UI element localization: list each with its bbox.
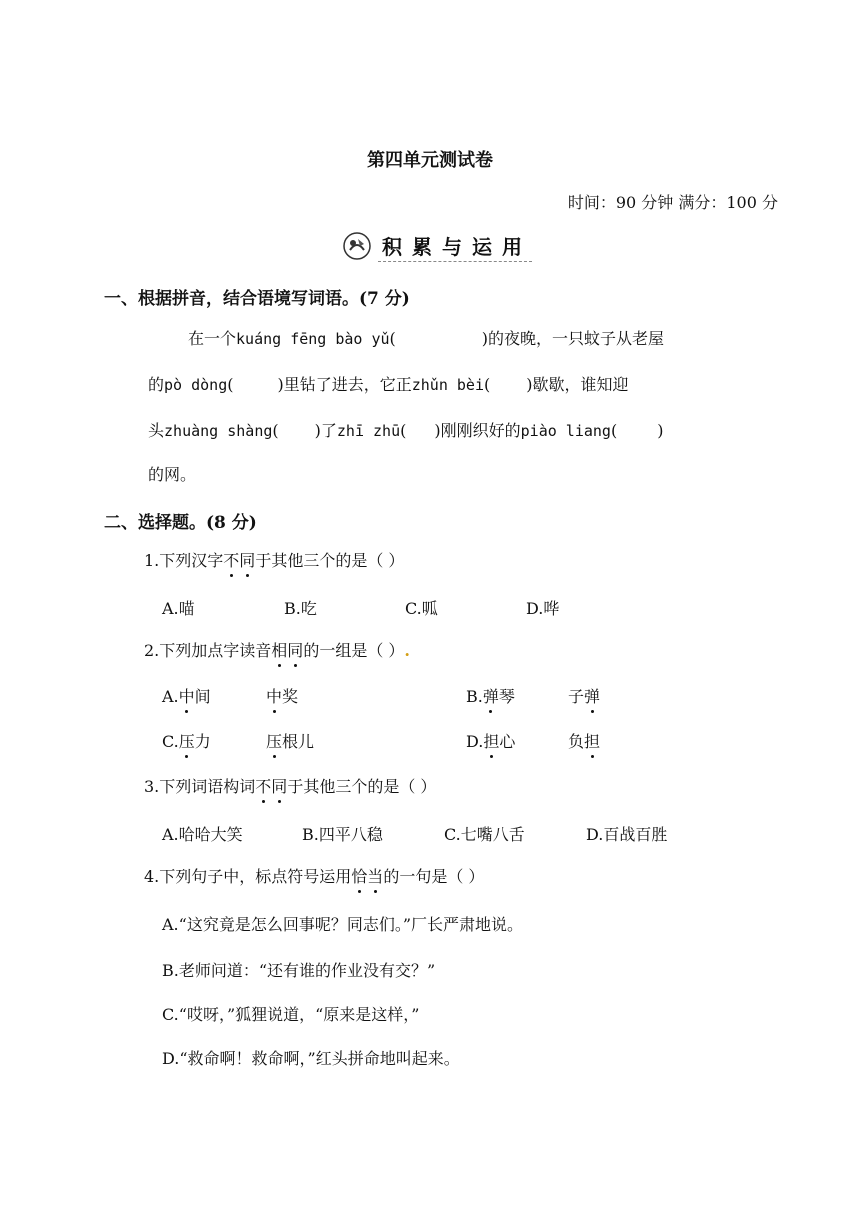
- dotted-char: 中: [266, 684, 282, 707]
- option-c[interactable]: C.七嘴八舌: [444, 825, 525, 844]
- text: 的一组是（ ）: [303, 641, 405, 660]
- text: 负: [568, 732, 585, 751]
- exam-meta: 时间：90 分钟 满分：100 分: [567, 193, 778, 212]
- text: A.: [162, 687, 179, 706]
- paren: ): [526, 375, 533, 394]
- dotted-char: 不: [223, 548, 239, 571]
- paren: (: [484, 375, 491, 394]
- text: 在一个: [188, 329, 237, 348]
- pinyin: zhī zhū: [336, 422, 401, 440]
- text: 头: [148, 421, 165, 440]
- text: 心: [499, 732, 516, 751]
- option-a[interactable]: [162, 684, 211, 707]
- dotted-char: 弹: [483, 684, 499, 707]
- text: 2.下列加点字读音: [144, 641, 272, 660]
- option-a[interactable]: A.“这究竟是怎么回事呢？同志们。”厂长严肃地说。: [162, 915, 524, 934]
- q1-heading: 一、根据拼音，结合语境写词语。(7 分): [104, 289, 410, 309]
- dotted-char: 弹: [584, 684, 600, 707]
- paren: (: [400, 421, 407, 440]
- option-c[interactable]: C.呱: [405, 599, 438, 618]
- paren: (: [227, 375, 234, 394]
- text: 琴: [498, 687, 515, 706]
- text: 间: [194, 687, 211, 706]
- text: 4.下列句子中，标点符号运用: [144, 867, 352, 886]
- pinyin: kuáng fēng bào yǔ: [236, 330, 390, 348]
- text: 歇歇，谁知迎: [532, 375, 629, 394]
- text: 力: [194, 732, 211, 751]
- text: 的夜晚，一只蚊子从老屋: [488, 329, 665, 348]
- paren: ): [481, 329, 489, 348]
- text: 刚刚织好的: [440, 421, 521, 440]
- q2-item-3-stem: [144, 774, 436, 797]
- option-a-word-2: [266, 684, 298, 707]
- option-b-word-2: [568, 684, 600, 707]
- dotted-char: 压: [266, 729, 282, 752]
- text: 3.下列词语构词: [144, 777, 256, 796]
- paren: (: [272, 421, 279, 440]
- text: 了: [320, 421, 337, 440]
- pinyin: piào liang: [520, 422, 611, 440]
- dotted-char: 相: [271, 638, 287, 661]
- pinyin: zhǔn bèi: [411, 376, 484, 394]
- q1-line-3: [148, 418, 663, 441]
- banner-underline: [378, 261, 532, 262]
- option-b[interactable]: B.吃: [284, 599, 317, 618]
- pinyin: zhuàng shàng: [164, 422, 273, 440]
- option-d[interactable]: [466, 729, 515, 752]
- dotted-char: 同: [271, 774, 287, 797]
- q1-line-1: [188, 326, 664, 349]
- text: C.: [162, 732, 179, 751]
- pinyin: pò dòng: [164, 376, 228, 394]
- option-a[interactable]: A.哈哈大笑: [162, 825, 243, 844]
- book-emblem-icon: [342, 231, 372, 261]
- option-d[interactable]: D.“救命啊！救命啊，”红头拼命地叫起来。: [162, 1049, 460, 1068]
- text: 子: [568, 687, 585, 706]
- text: 里钻了进去，它正: [283, 375, 412, 394]
- option-c-word-2: [266, 729, 314, 752]
- text: 的: [148, 375, 165, 394]
- stray-mark: .: [404, 641, 410, 660]
- dotted-char: 恰: [351, 864, 367, 887]
- dotted-char: 中: [179, 684, 195, 707]
- text: D.: [466, 732, 484, 751]
- paren: ): [434, 421, 441, 440]
- q2-heading: 二、选择题。(8 分): [104, 513, 257, 533]
- option-b[interactable]: B.四平八稳: [302, 825, 383, 844]
- paren: (: [389, 329, 396, 348]
- option-d[interactable]: D.百战百胜: [586, 825, 668, 844]
- option-c[interactable]: C.“哎呀，”狐狸说道，“原来是这样，”: [162, 1005, 420, 1024]
- paren: (: [610, 421, 618, 440]
- option-d[interactable]: D.哗: [526, 599, 560, 618]
- text: B.: [466, 687, 483, 706]
- paren: ): [657, 421, 664, 440]
- dotted-char: 不: [255, 774, 271, 797]
- dotted-char: 当: [367, 864, 383, 887]
- q2-item-4-stem: [144, 864, 484, 887]
- q1-line-2: [148, 372, 629, 395]
- option-a[interactable]: A.喵: [162, 599, 195, 618]
- text: 1.下列汉字: [144, 551, 224, 570]
- section-banner-label: 积累与运用: [382, 235, 532, 259]
- option-b[interactable]: [466, 684, 515, 707]
- dotted-char: 担: [584, 729, 600, 752]
- text: 于其他三个的是（ ）: [255, 551, 405, 570]
- option-d-word-2: [568, 729, 600, 752]
- dotted-char: 担: [483, 729, 499, 752]
- section-banner: [342, 229, 532, 265]
- dotted-char: 同: [287, 638, 303, 661]
- text: 根儿: [282, 732, 315, 751]
- text: 的一句是（ ）: [383, 867, 485, 886]
- q2-item-1-stem: [144, 548, 404, 571]
- option-c[interactable]: [162, 729, 211, 752]
- option-b[interactable]: B.老师问道：“还有谁的作业没有交？”: [162, 961, 436, 980]
- dotted-char: 压: [179, 729, 195, 752]
- page-title: 第四单元测试卷: [367, 150, 493, 171]
- dotted-char: 同: [239, 548, 255, 571]
- q2-item-2-stem: [144, 638, 410, 661]
- paren: ): [314, 421, 321, 440]
- paren: ): [277, 375, 284, 394]
- q1-line-4: 的网。: [148, 465, 197, 484]
- text: 于其他三个的是（ ）: [287, 777, 437, 796]
- text: 奖: [282, 687, 299, 706]
